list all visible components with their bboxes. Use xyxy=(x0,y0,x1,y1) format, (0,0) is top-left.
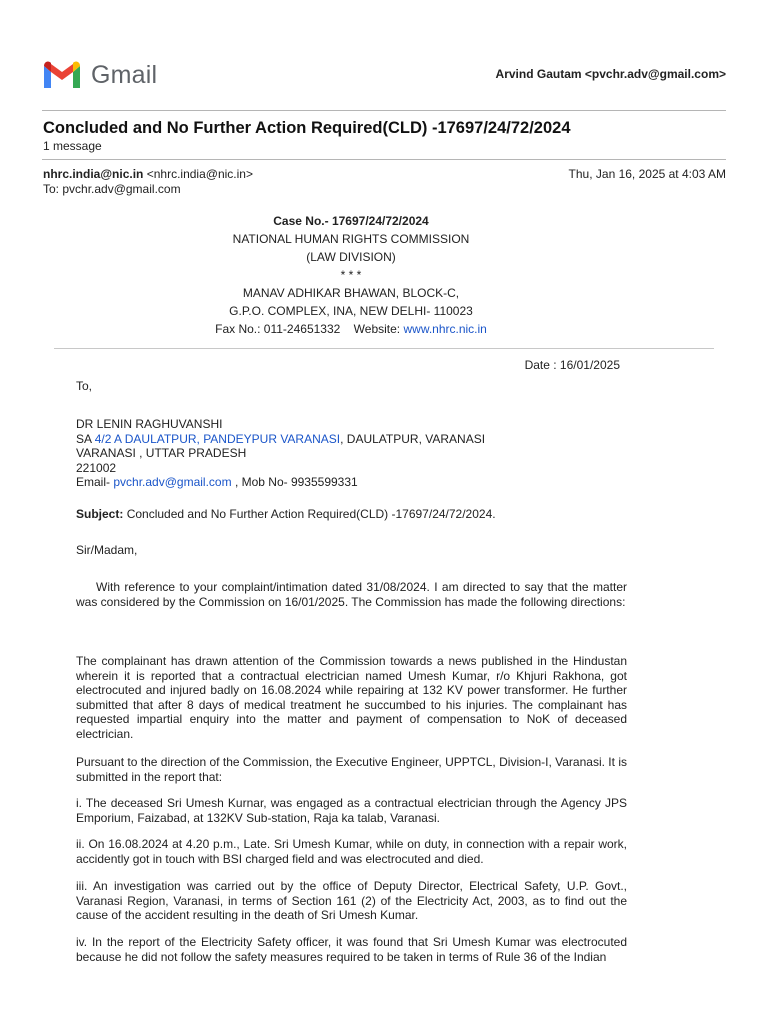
divider xyxy=(54,348,714,349)
address-link[interactable]: 4/2 A DAULATPUR, PANDEYPUR VARANASI xyxy=(94,431,341,446)
subject-label: Subject: xyxy=(76,507,124,521)
org-name: NATIONAL HUMAN RIGHTS COMMISSION xyxy=(232,232,470,246)
account-identity: Arvind Gautam <pvchr.adv@gmail.com> xyxy=(495,67,726,81)
recipient-address-1 xyxy=(76,432,627,447)
recipient-contact xyxy=(76,475,627,490)
separator-stars: * * * xyxy=(340,268,362,282)
message-count: 1 message xyxy=(43,139,102,153)
case-number: Case No.- 17697/24/72/2024 xyxy=(273,214,429,228)
paragraph-point-iv: iv. In the report of the Electricity Safety officer, it was found that Sri Umesh Kumar was electrocuted because he did not follow the safety measures required to be taken in terms of Rule 36 of the Indian xyxy=(76,935,627,964)
gmail-header xyxy=(42,58,726,92)
subject-text: Concluded and No Further Action Required(CLD) -17697/24/72/2024. xyxy=(126,507,496,521)
divider xyxy=(42,110,726,111)
fax-number: Fax No.: 011-24651332 xyxy=(215,322,341,336)
mobile-number: , Mob No- 9935599331 xyxy=(234,475,358,489)
recipient-address-block xyxy=(76,417,627,490)
letter-to: To, xyxy=(76,379,93,393)
recipient-pin: 221002 xyxy=(76,460,117,475)
paragraph-point-ii: ii. On 16.08.2024 at 4.20 p.m., Late. Sri Umesh Kumar, while on duty, in connection with a repair work, accidently got in touch with BSI charged field and was electrocuted and died. xyxy=(76,837,627,866)
letter-subject xyxy=(76,507,627,522)
email-label: Email- xyxy=(76,475,111,489)
divider xyxy=(42,159,726,160)
gmail-logo xyxy=(42,60,157,90)
paragraph-reference: With reference to your complaint/intimation dated 31/08/2024. I am directed to say that the matter was considered by the Commission on 16/01/2025. The Commission has made the following directions: xyxy=(76,580,627,609)
sender xyxy=(43,167,253,181)
address-line-2: G.P.O. COMPLEX, INA, NEW DELHI- 110023 xyxy=(229,304,473,318)
website-link[interactable]: www.nhrc.nic.in xyxy=(403,322,487,336)
address-suffix: , DAULATPUR, VARANASI xyxy=(340,431,486,446)
letter-date: Date : 16/01/2025 xyxy=(524,358,620,372)
division-name: (LAW DIVISION) xyxy=(306,250,396,264)
address-prefix: SA xyxy=(76,431,92,446)
gmail-m-icon xyxy=(42,60,82,90)
recipient-name: DR LENIN RAGHUVANSHI xyxy=(76,417,223,431)
recipient-address-2: VARANASI , UTTAR PRADESH xyxy=(76,446,247,460)
address-line-1: MANAV ADHIKAR BHAWAN, BLOCK-C, xyxy=(242,286,460,300)
website-label: Website: xyxy=(353,322,401,336)
thread-subject: Concluded and No Further Action Required(CLD) -17697/24/72/2024 xyxy=(43,119,571,137)
salutation: Sir/Madam, xyxy=(76,543,138,557)
contact-line xyxy=(43,320,659,338)
paragraph-complaint: The complainant has drawn attention of the Commission towards a news published in the Hindustan wherein it is reported that a contractual electrician named Umesh Kumar, r/o Khjuri Rakhona, got electrocuted and injured badly on 16.08.2024 while repairing at 132 KV power transformer. He further submitted that after 8 days of medical treatment he succumbed to his injuries. The complainant has requested impartial enquiry into the matter and payment of compensation to NoK of deceased electrician. xyxy=(76,654,627,741)
recipient: To: pvchr.adv@gmail.com xyxy=(43,182,181,196)
message-date: Thu, Jan 16, 2025 at 4:03 AM xyxy=(568,167,726,181)
sender-address: <nhrc.india@nic.in> xyxy=(146,167,253,181)
gmail-wordmark: Gmail xyxy=(91,60,158,89)
email-link[interactable]: pvchr.adv@gmail.com xyxy=(113,475,232,489)
sender-name: nhrc.india@nic.in xyxy=(43,167,144,181)
paragraph-point-i: i. The deceased Sri Umesh Kurnar, was engaged as a contractual electrician through the Agency JPS Emporium, Faizabad, at 132KV Sub-station, Raja ka talab, Varanasi. xyxy=(76,796,627,825)
letterhead xyxy=(43,212,659,338)
paragraph-report: Pursuant to the direction of the Commission, the Executive Engineer, UPPTCL, Division-I, Varanasi. It is submitted in the report that: xyxy=(76,755,627,784)
paragraph-point-iii: iii. An investigation was carried out by the office of Deputy Director, Electrical Safety, U.P. Govt., Varanasi Region, Varanasi, in terms of Section 161 (2) of the Electricity Act, 2003, as to find out the cause of the accident resulting in the death of Sri Umesh Kumar. xyxy=(76,879,627,922)
